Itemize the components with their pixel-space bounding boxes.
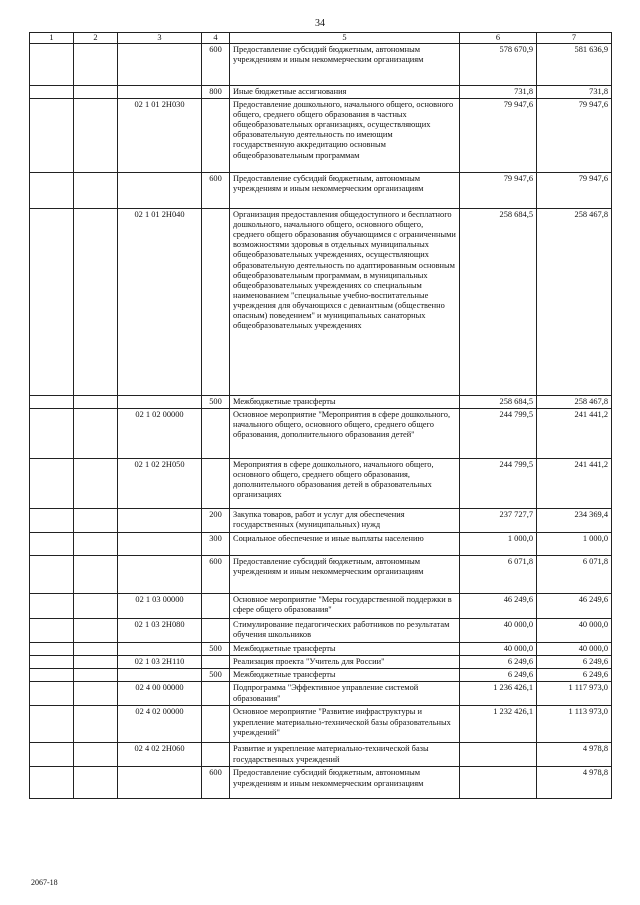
page-number: 34 [315,18,325,29]
cell-col2 [74,643,118,656]
description-cell: Организация предоставления общедоступного и бесплатного дошкольного, начального общего, основного общего, среднего общего образования обучающимся с ограниченными возможностями здоровья в отдельных муниципальных общеобразовательных учреждениях, осуществляющих образовательную деятельность по адаптированным основным общеобразовательным программам, в муниципальных общеобразовательных учреждениях со специальным наименованием "специальные учебно-воспитательные учреждения для обучающихся с девиантным (общественно опасным) поведением" и муниципальных санаторных общеобразовательных учреждениях [230,209,460,396]
expense-type-cell: 500 [202,643,230,656]
table-row [30,743,612,767]
column-header: 3 [118,33,202,44]
cell-col2 [74,509,118,533]
table-row [30,643,612,656]
amount-cell-col6: 6 249,6 [460,656,537,669]
expense-type-cell [202,743,230,767]
description-cell: Подпрограмма "Эффективное управление системой образования" [230,682,460,706]
column-header: 5 [230,33,460,44]
cell-col1 [30,99,74,173]
cell-col2 [74,682,118,706]
target-code-cell: 02 1 03 2Н110 [118,656,202,669]
target-code-cell [118,173,202,209]
table-row [30,509,612,533]
amount-cell-col7: 234 369,4 [537,509,612,533]
target-code-cell: 02 4 02 00000 [118,706,202,743]
amount-cell-col7: 6 249,6 [537,669,612,682]
cell-col2 [74,209,118,396]
expense-type-cell [202,594,230,619]
table-row [30,396,612,409]
expense-type-cell: 500 [202,669,230,682]
amount-cell-col7: 6 249,6 [537,656,612,669]
description-cell: Иные бюджетные ассигнования [230,86,460,99]
description-cell: Межбюджетные трансферты [230,396,460,409]
expense-type-cell [202,209,230,396]
table-row [30,209,612,396]
cell-col1 [30,619,74,643]
column-header: 7 [537,33,612,44]
amount-cell-col6 [460,767,537,799]
description-cell: Социальное обеспечение и иные выплаты населению [230,533,460,556]
column-header: 2 [74,33,118,44]
target-code-cell [118,669,202,682]
amount-cell-col6: 6 071,8 [460,556,537,594]
cell-col1 [30,643,74,656]
amount-cell-col7: 46 249,6 [537,594,612,619]
cell-col1 [30,409,74,459]
expense-type-cell [202,656,230,669]
target-code-cell [118,643,202,656]
table-row [30,173,612,209]
expense-type-cell: 600 [202,44,230,86]
cell-col1 [30,533,74,556]
table-row [30,86,612,99]
table-row [30,682,612,706]
target-code-cell: 02 1 01 2Н040 [118,209,202,396]
description-cell: Предоставление дошкольного, начального общего, основного общего, среднего общего образования в частных общеобразовательных организациях, осуществляющих образовательную деятельность по имеющим государственную аккредитацию основным общеобразовательным программам [230,99,460,173]
cell-col1 [30,509,74,533]
expense-type-cell [202,99,230,173]
expense-type-cell [202,682,230,706]
target-code-cell [118,86,202,99]
description-cell: Межбюджетные трансферты [230,669,460,682]
amount-cell-col6: 40 000,0 [460,643,537,656]
expense-type-cell [202,706,230,743]
amount-cell-col7: 79 947,6 [537,99,612,173]
cell-col2 [74,669,118,682]
target-code-cell: 02 1 03 2Н080 [118,619,202,643]
amount-cell-col6: 46 249,6 [460,594,537,619]
cell-col1 [30,669,74,682]
cell-col2 [74,619,118,643]
amount-cell-col7: 258 467,8 [537,209,612,396]
cell-col2 [74,556,118,594]
cell-col2 [74,767,118,799]
cell-col1 [30,459,74,509]
target-code-cell [118,44,202,86]
table-row [30,556,612,594]
budget-table [29,32,612,799]
cell-col1 [30,556,74,594]
table-row [30,99,612,173]
target-code-cell: 02 1 03 00000 [118,594,202,619]
description-cell: Основное мероприятие "Развитие инфраструктуры и укрепление материально-технической базы образовательных учреждений" [230,706,460,743]
amount-cell-col6: 258 684,5 [460,396,537,409]
table-row [30,656,612,669]
amount-cell-col6: 258 684,5 [460,209,537,396]
cell-col1 [30,44,74,86]
cell-col2 [74,743,118,767]
table-row [30,706,612,743]
target-code-cell [118,533,202,556]
amount-cell-col6: 244 799,5 [460,459,537,509]
cell-col2 [74,594,118,619]
cell-col1 [30,86,74,99]
description-cell: Реализация проекта "Учитель для России" [230,656,460,669]
amount-cell-col7: 40 000,0 [537,619,612,643]
description-cell: Мероприятия в сфере дошкольного, начального общего, основного общего, среднего общего образования, дополнительного образования детей в образовательных организациях [230,459,460,509]
column-header: 4 [202,33,230,44]
cell-col1 [30,173,74,209]
expense-type-cell: 200 [202,509,230,533]
table-row [30,594,612,619]
header-row [30,33,612,44]
table-row [30,533,612,556]
amount-cell-col6: 40 000,0 [460,619,537,643]
expense-type-cell: 300 [202,533,230,556]
cell-col1 [30,706,74,743]
cell-col2 [74,44,118,86]
cell-col2 [74,99,118,173]
table-row [30,459,612,509]
amount-cell-col6: 79 947,6 [460,99,537,173]
amount-cell-col7: 6 071,8 [537,556,612,594]
amount-cell-col7: 4 978,8 [537,743,612,767]
amount-cell-col6: 6 249,6 [460,669,537,682]
footer-code: 2067-18 [31,878,58,887]
description-cell: Закупка товаров, работ и услуг для обеспечения государственных (муниципальных) нужд [230,509,460,533]
expense-type-cell [202,619,230,643]
description-cell: Предоставление субсидий бюджетным, автономным учреждениям и иным некоммерческим организациям [230,767,460,799]
description-cell: Основное мероприятие "Меры государственной поддержки в сфере общего образования" [230,594,460,619]
expense-type-cell [202,409,230,459]
table-row [30,669,612,682]
cell-col1 [30,209,74,396]
column-header: 1 [30,33,74,44]
amount-cell-col7: 241 441,2 [537,459,612,509]
expense-type-cell: 600 [202,173,230,209]
amount-cell-col6: 79 947,6 [460,173,537,209]
amount-cell-col7: 40 000,0 [537,643,612,656]
cell-col2 [74,86,118,99]
cell-col2 [74,656,118,669]
table-row [30,409,612,459]
expense-type-cell [202,459,230,509]
cell-col1 [30,594,74,619]
expense-type-cell: 600 [202,556,230,594]
amount-cell-col6: 237 727,7 [460,509,537,533]
amount-cell-col7: 241 441,2 [537,409,612,459]
description-cell: Предоставление субсидий бюджетным, автономным учреждениям и иным некоммерческим организациям [230,556,460,594]
cell-col2 [74,409,118,459]
cell-col2 [74,459,118,509]
target-code-cell [118,767,202,799]
target-code-cell: 02 1 02 00000 [118,409,202,459]
target-code-cell [118,396,202,409]
amount-cell-col6: 1 000,0 [460,533,537,556]
amount-cell-col6: 244 799,5 [460,409,537,459]
cell-col1 [30,682,74,706]
table-row [30,767,612,799]
amount-cell-col6: 1 232 426,1 [460,706,537,743]
cell-col1 [30,396,74,409]
amount-cell-col6: 578 670,9 [460,44,537,86]
target-code-cell: 02 4 00 00000 [118,682,202,706]
expense-type-cell: 500 [202,396,230,409]
cell-col2 [74,706,118,743]
cell-col2 [74,533,118,556]
amount-cell-col7: 4 978,8 [537,767,612,799]
target-code-cell: 02 1 01 2Н030 [118,99,202,173]
description-cell: Предоставление субсидий бюджетным, автономным учреждениям и иным некоммерческим организациям [230,44,460,86]
cell-col1 [30,656,74,669]
amount-cell-col7: 1 113 973,0 [537,706,612,743]
target-code-cell [118,556,202,594]
cell-col2 [74,173,118,209]
amount-cell-col7: 258 467,8 [537,396,612,409]
table-row [30,619,612,643]
amount-cell-col7: 731,8 [537,86,612,99]
cell-col1 [30,767,74,799]
target-code-cell: 02 1 02 2Н050 [118,459,202,509]
expense-type-cell: 600 [202,767,230,799]
amount-cell-col6: 1 236 426,1 [460,682,537,706]
amount-cell-col7: 1 000,0 [537,533,612,556]
description-cell: Стимулирование педагогических работников по результатам обучения школьников [230,619,460,643]
target-code-cell [118,509,202,533]
column-header: 6 [460,33,537,44]
cell-col2 [74,396,118,409]
amount-cell-col6 [460,743,537,767]
amount-cell-col7: 581 636,9 [537,44,612,86]
description-cell: Основное мероприятие "Мероприятия в сфере дошкольного, начального общего, основного общего, среднего общего образования, дополнительного образования детей" [230,409,460,459]
description-cell: Предоставление субсидий бюджетным, автономным учреждениям и иным некоммерческим организациям [230,173,460,209]
cell-col1 [30,743,74,767]
description-cell: Развитие и укрепление материально-технической базы государственных учреждений [230,743,460,767]
expense-type-cell: 800 [202,86,230,99]
table-row [30,44,612,86]
target-code-cell: 02 4 02 2Н060 [118,743,202,767]
description-cell: Межбюджетные трансферты [230,643,460,656]
amount-cell-col6: 731,8 [460,86,537,99]
amount-cell-col7: 1 117 973,0 [537,682,612,706]
amount-cell-col7: 79 947,6 [537,173,612,209]
